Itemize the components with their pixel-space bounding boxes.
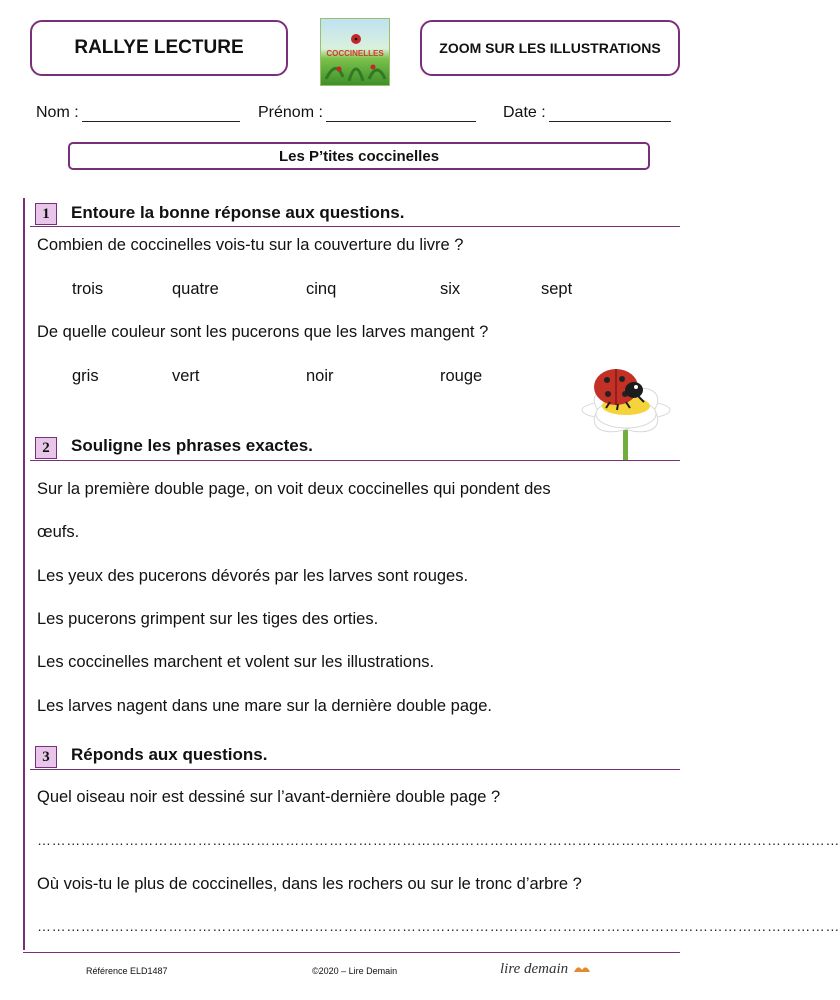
nom-field (36, 104, 240, 122)
left-margin-bar (23, 198, 25, 950)
section-1-title: Entoure la bonne réponse aux questions. (71, 203, 405, 222)
section-2-title: Souligne les phrases exactes. (71, 436, 313, 455)
prenom-label: Prénom : (258, 104, 323, 121)
question-2-text: De quelle couleur sont les pucerons que les larves mangent ? (37, 323, 489, 341)
answer-option[interactable]: six (440, 280, 461, 298)
section-2-underline (30, 460, 680, 461)
question-1-text: Combien de coccinelles vois-tu sur la couverture du livre ? (37, 236, 464, 254)
section-3-underline (30, 769, 680, 770)
question-3-text: Quel oiseau noir est dessiné sur l’avant-dernière double page ? (37, 788, 501, 806)
section-3-title: Réponds aux questions. (71, 745, 268, 764)
nom-input-line[interactable] (82, 107, 240, 122)
rallye-lecture-label: RALLYE LECTURE (74, 37, 244, 58)
book-title: Les P’tites coccinelles (278, 147, 440, 165)
section-3-number: 3 (35, 746, 57, 768)
answer-option[interactable]: sept (541, 280, 573, 298)
sentence-line[interactable]: Sur la première double page, on voit deux coccinelles qui pondent des (37, 480, 551, 498)
section-1-number: 1 (35, 203, 57, 225)
reference-text: Référence ELD1487 (86, 966, 168, 976)
answer-option[interactable]: quatre (172, 280, 219, 298)
prenom-input-line[interactable] (326, 107, 476, 122)
question-4-text: Où vois-tu le plus de coccinelles, dans les rochers ou sur le tronc d’arbre ? (37, 875, 582, 893)
answer-option[interactable]: gris (72, 367, 99, 385)
footer-divider (23, 952, 680, 953)
sentence-line[interactable]: Les larves nagent dans une mare sur la dernière double page. (37, 697, 492, 715)
answer-option[interactable]: vert (172, 367, 200, 385)
sentence-line[interactable]: Les pucerons grimpent sur les tiges des orties. (37, 610, 379, 628)
book-title-box (68, 142, 650, 170)
sentence-line[interactable]: Les coccinelles marchent et volent sur les illustrations. (37, 653, 435, 671)
answer-option[interactable]: cinq (306, 280, 337, 298)
answer-dotted-line[interactable]: ………………………………………………………………………………………………………………………………………………… (37, 918, 840, 934)
book-icon (573, 962, 591, 976)
date-input-line[interactable] (549, 107, 671, 122)
prenom-field (258, 104, 476, 122)
nom-label: Nom : (36, 104, 79, 121)
date-label: Date : (503, 104, 546, 121)
answer-option[interactable]: noir (306, 367, 334, 385)
date-field (503, 104, 671, 122)
ladybug-flower-illustration (550, 352, 685, 460)
section-2-number: 2 (35, 437, 57, 459)
zoom-illustrations-box (420, 20, 680, 76)
cover-title: COCCINELLES (326, 49, 384, 58)
rallye-lecture-box (30, 20, 288, 76)
lire-demain-logo: lire demain (500, 960, 591, 978)
book-cover-image (320, 18, 390, 86)
sentence-line[interactable]: œufs. (37, 523, 80, 541)
answer-option[interactable]: rouge (440, 367, 483, 385)
answer-dotted-line[interactable]: ………………………………………………………………………………………………………………………………………………… (37, 832, 840, 848)
copyright-text: ©2020 – Lire Demain (312, 966, 398, 976)
answer-option[interactable]: trois (72, 280, 104, 298)
section-1-underline (30, 226, 680, 227)
sentence-line[interactable]: Les yeux des pucerons dévorés par les larves sont rouges. (37, 567, 469, 585)
zoom-illustrations-label: ZOOM SUR LES ILLUSTRATIONS (439, 40, 661, 56)
